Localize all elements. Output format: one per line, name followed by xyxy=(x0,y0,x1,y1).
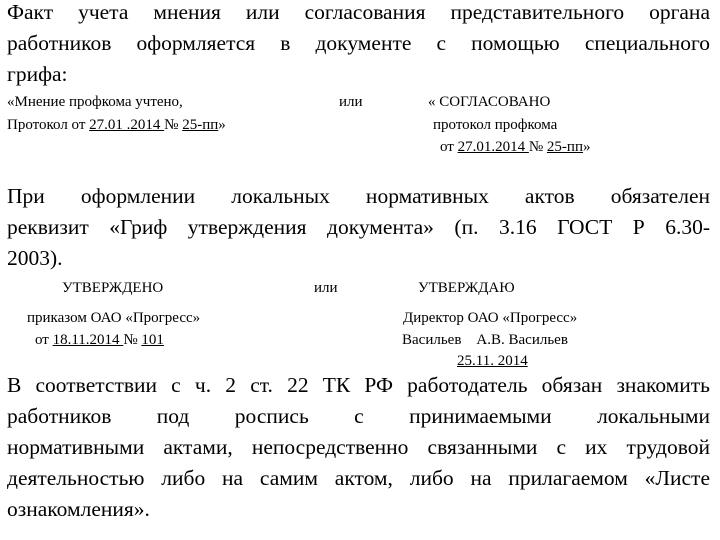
requisite-line-2: реквизит «Гриф утверждения документа» (п. 3.16 ГОСТ Р 6.30- xyxy=(7,215,710,239)
or-separator-1: или xyxy=(339,94,363,110)
agreed-suffix: » xyxy=(582,139,591,155)
requisite-line-1: При оформлении локальных нормативных актов обязателен xyxy=(7,184,710,208)
i-approve-title: УТВЕРЖДАЮ xyxy=(418,280,515,296)
intro-paragraph xyxy=(7,0,710,90)
or-separator-2: или xyxy=(314,280,338,296)
approved-date-prefix: от xyxy=(35,332,53,348)
approved-date: 18.11.2014 xyxy=(52,332,124,348)
approved-order-line: приказом ОАО «Прогресс» xyxy=(27,310,201,326)
approved-number-sign: № xyxy=(123,332,142,348)
approved-title: УТВЕРЖДЕНО xyxy=(62,280,164,296)
intro-line-3: грифа: xyxy=(7,62,68,86)
approved-number: 101 xyxy=(141,332,164,348)
protocol-suffix: » xyxy=(218,117,226,133)
protocol-number-sign: № xyxy=(164,117,183,133)
acquaintance-line-3: нормативными актами, непосредственно связанными с их трудовой xyxy=(7,435,710,459)
union-opinion-line-1: «Мнение профкома учтено, xyxy=(7,94,183,110)
i-approve-date-line xyxy=(457,352,528,371)
i-approve-date: 25.11. 2014 xyxy=(457,353,528,369)
signature-name: Васильев А.В. Васильев xyxy=(402,332,568,348)
union-opinion-line-2 xyxy=(7,116,226,135)
agreed-date-line xyxy=(440,138,590,157)
requisite-line-3: 2003). xyxy=(7,246,63,270)
agreed-number-sign: № xyxy=(528,139,547,155)
acquaintance-line-4: деятельностью либо на самим актом, либо на прилагаемом «Листе xyxy=(7,466,710,490)
approved-date-line xyxy=(35,331,164,350)
protocol-prefix: Протокол от xyxy=(7,117,90,133)
agreed-protocol-line: протокол профкома xyxy=(433,117,558,133)
acquaintance-line-2: работников под роспись с принимаемыми локальными xyxy=(7,404,710,428)
intro-line-1: Факт учета мнения или согласования представительного органа xyxy=(7,0,710,24)
acquaintance-line-5: ознакомления». xyxy=(7,497,150,521)
agreed-date: 27.01.2014 xyxy=(457,139,529,155)
acquaintance-line-1: В соответствии с ч. 2 ст. 22 ТК РФ работодатель обязан знакомить xyxy=(7,373,710,397)
protocol-date: 27.01 .2014 xyxy=(89,117,165,133)
acquaintance-paragraph xyxy=(7,370,710,525)
agreed-number: 25-пп xyxy=(546,139,583,155)
agreed-date-prefix: от xyxy=(440,139,458,155)
intro-line-2: работников оформляется в документе с помощью специального xyxy=(7,31,710,55)
protocol-number: 25-пп xyxy=(182,117,219,133)
requisite-paragraph xyxy=(7,181,710,274)
signature-line xyxy=(402,331,568,350)
agreed-title: « СОГЛАСОВАНО xyxy=(428,94,551,110)
director-line: Директор ОАО «Прогресс» xyxy=(403,310,578,326)
